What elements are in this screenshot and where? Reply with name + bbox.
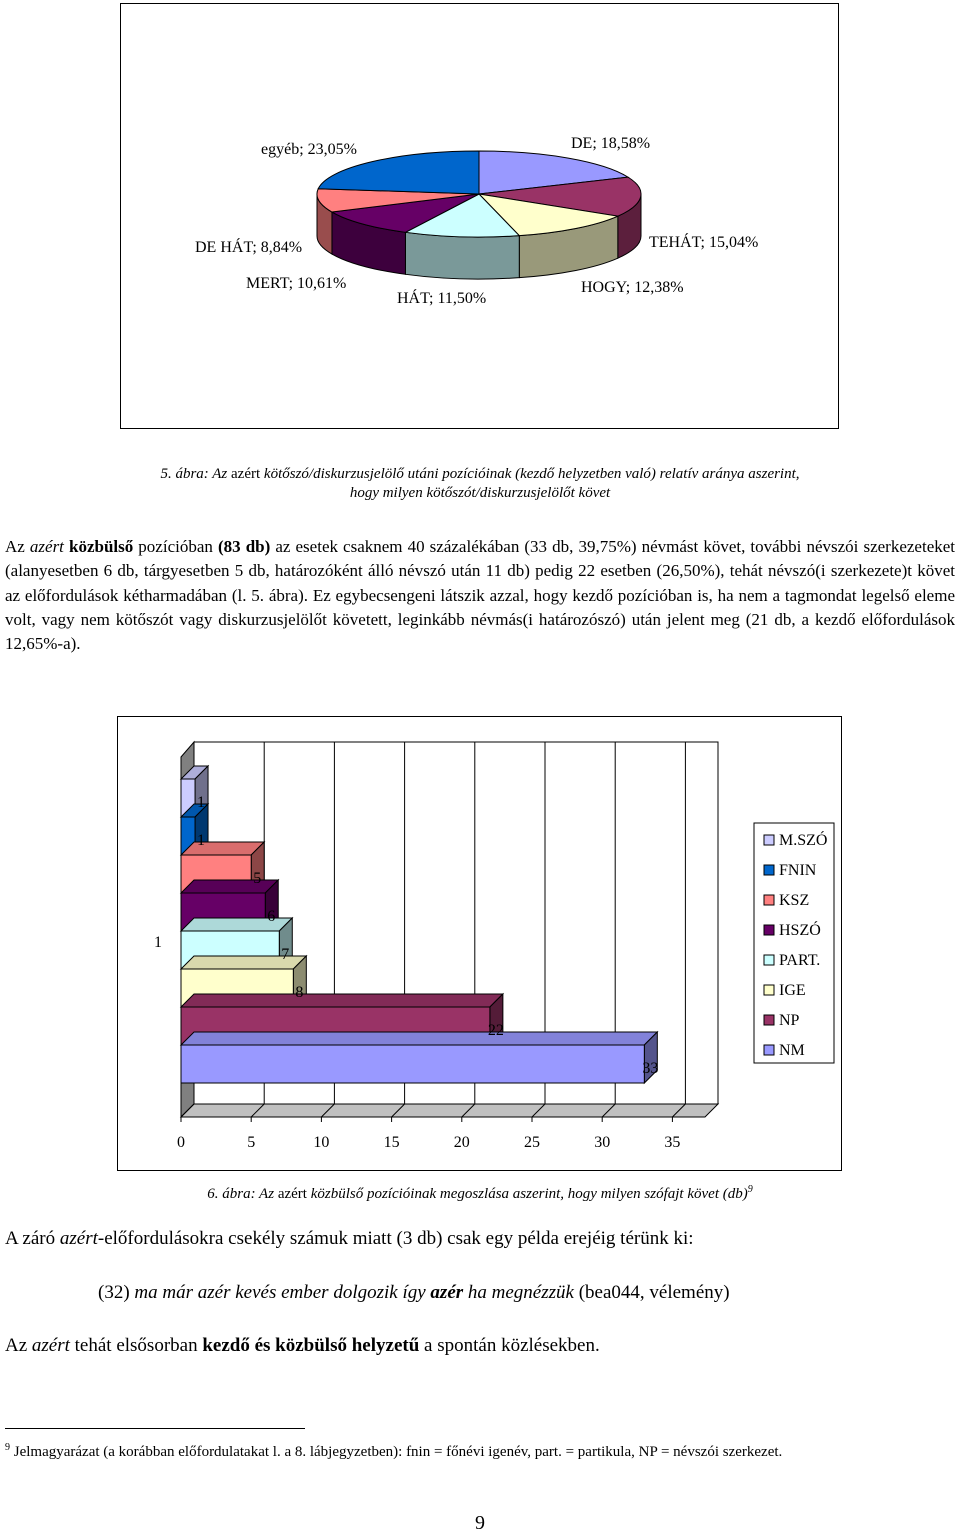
figure-5-caption [0, 465, 960, 503]
x-tick-label: 0 [177, 1134, 185, 1151]
x-axis-ticks [177, 1117, 680, 1151]
bold-term: közbülső [68, 537, 134, 556]
pie-tops [317, 151, 641, 237]
x-tick-label: 10 [313, 1134, 330, 1151]
x-tick-label: 5 [247, 1134, 256, 1151]
category-label: 1 [154, 934, 162, 951]
paragraph-3: Az azért tehát elsősorban kezdő és közbülső helyzetű a spontán közlésekben. [5, 1335, 600, 1356]
bar-chart [118, 717, 841, 1170]
legend-label-KSZ: KSZ [779, 892, 810, 909]
data-label-HSZÓ: 6 [267, 908, 276, 925]
pie-label-DE HÁT: DE HÁT; 8,84% [195, 239, 303, 256]
pie-side-3 [405, 232, 519, 279]
x-tick-label: 35 [664, 1134, 681, 1151]
legend [754, 823, 834, 1063]
footnote-ref[interactable]: 9 [747, 1184, 753, 1195]
pie-label-HÁT: HÁT; 11,50% [397, 290, 487, 307]
legend-swatch-HSZÓ [764, 925, 774, 935]
bold-count: (83 db) [217, 537, 271, 556]
figure-6-caption: 6. ábra: Az azért közbülső pozícióinak megoszlása aszerint, hogy milyen szófajt követ (db)$^9$ [207, 1184, 753, 1202]
page-number: 9 [475, 1512, 485, 1534]
footnote-separator [5, 1428, 305, 1429]
legend-label-NM: NM [779, 1042, 805, 1059]
data-label-NP: 22 [487, 1022, 504, 1039]
bar-top-PART. [181, 918, 292, 931]
caption-line2: hogy milyen kötőszót/diskurzusjelölőt követ [349, 485, 611, 501]
data-label-KSZ: 5 [253, 870, 262, 887]
legend-label-FNIN: FNIN [779, 862, 817, 879]
pie-label-egyéb: egyéb; 23,05% [261, 141, 357, 158]
footnote-9: $^9$ Jelmagyarázat (a korábban előfordulatakat l. a 8. lábjegyzetben): fnin = főnévi igenév, part. = partikula, NP = névszói szerkezet. [5, 1442, 783, 1460]
bar-top-KSZ [181, 842, 264, 855]
data-label-FNIN: 1 [197, 832, 206, 849]
caption-prefix: 5. ábra: Az [160, 466, 232, 482]
data-label-M.SZÓ: 1 [197, 794, 206, 811]
pie-label-HOGY: HOGY; 12,38% [581, 279, 684, 296]
legend-label-PART.: PART. [779, 952, 821, 969]
figure-6-frame [117, 716, 842, 1171]
pie-label-MERT: MERT; 10,61% [246, 275, 347, 292]
legend-swatch-PART. [764, 955, 774, 965]
legend-swatch-IGE [764, 985, 774, 995]
legend-label-M.SZÓ: M.SZÓ [779, 832, 828, 849]
bar-top-NP [181, 994, 503, 1007]
bar-NM [181, 1045, 644, 1083]
paragraph-2: A záró azért-előfordulásokra csekély számuk miatt (3 db) csak egy példa erejéig térünk ki: [5, 1228, 694, 1249]
keyword: azért [29, 537, 64, 556]
x-tick-label: 30 [594, 1134, 611, 1151]
pie-label-DE: DE; 18,58% [571, 135, 651, 152]
paragraph-1: Az azért közbülső pozícióban (83 db) az esetek csaknem 40 százalékában (33 db, 39,75%) névmást követ, további névszói szerkezeteket (alanyesetben 6 db, tárgyesetben 5 db, határozóként álló névszó után 11 db) pedig 22 esetben (26,50%), tehát névszó(i szerkezete)t követ az előfordulások kétharmadában (l. 5. ábra). Ez egybecsengeni látszik azzal, hogy kezdő pozícióban is, ha nem a tagmondat legelső eleme volt, vagy nem kötőszót vagy diskurzusjelölőt követett, leginkább névmás(i határozószó) után jelent meg (21 db, a kezdő előfordulások 12,65%-a). [5, 537, 956, 654]
x-tick-label: 15 [383, 1134, 400, 1151]
figure-5-frame [120, 3, 839, 429]
bar-top-HSZÓ [181, 880, 278, 893]
caption-rest: kötőszó/diskurzusjelölő utáni pozícióinak (kezdő helyzetben való) relatív aránya aszerint, [260, 466, 800, 482]
legend-swatch-FNIN [764, 865, 774, 875]
data-label-PART.: 7 [281, 946, 290, 963]
caption-keyword: azért [231, 466, 261, 482]
x-tick-label: 25 [524, 1134, 540, 1151]
legend-swatch-NM [764, 1045, 774, 1055]
bar-top-NM [181, 1032, 657, 1045]
legend-swatch-M.SZÓ [764, 835, 774, 845]
legend-label-NP: NP [779, 1012, 800, 1029]
data-label-NM: 33 [642, 1060, 659, 1077]
legend-label-HSZÓ: HSZÓ [779, 922, 821, 939]
data-label-IGE: 8 [295, 984, 304, 1001]
pie-label-TEHÁT: TEHÁT; 15,04% [649, 234, 759, 251]
legend-label-IGE: IGE [779, 982, 806, 999]
legend-swatch-NP [764, 1015, 774, 1025]
pie-chart [121, 4, 838, 428]
example-32: (32) ma már azér kevés ember dolgozik így azér ha megnézzük (bea044, vélemény) [98, 1282, 730, 1303]
x-tick-label: 20 [453, 1134, 470, 1151]
legend-swatch-KSZ [764, 895, 774, 905]
